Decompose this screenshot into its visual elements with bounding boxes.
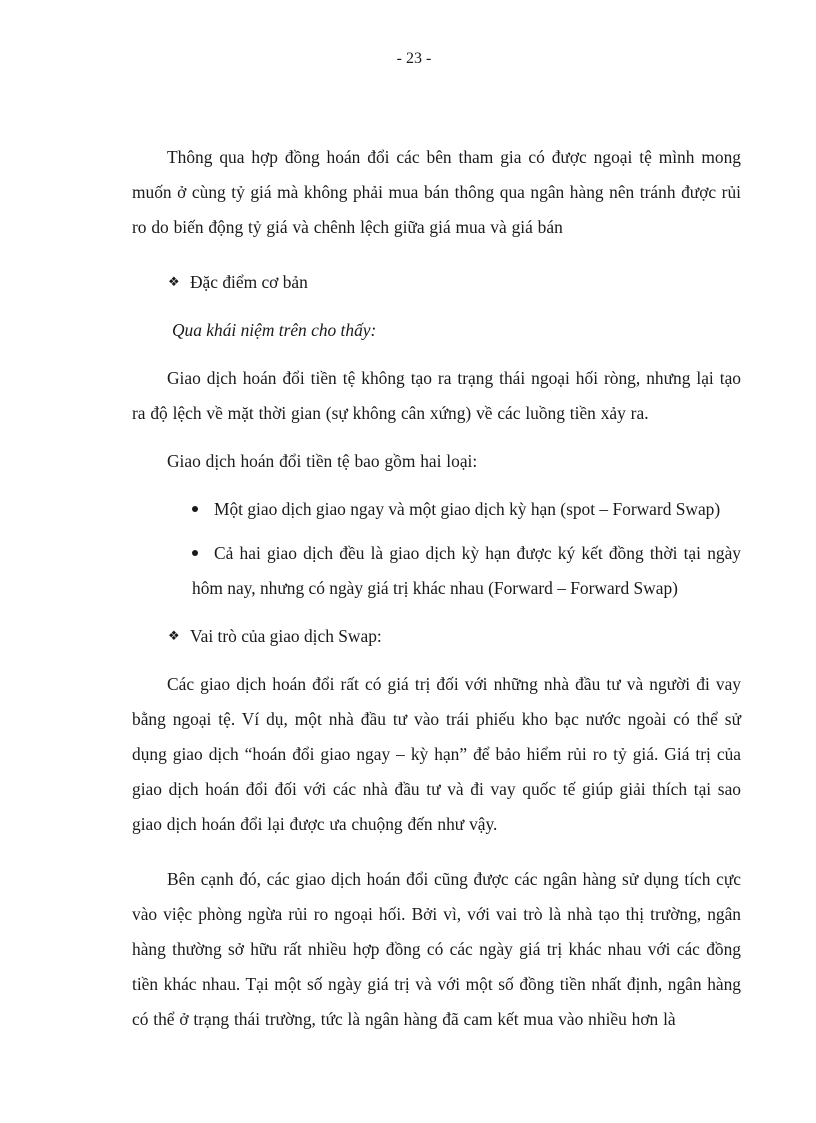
- page-number: - 23 -: [396, 50, 432, 67]
- page-content: [132, 140, 741, 1057]
- paragraph-2: Giao dịch hoán đổi tiền tệ không tạo ra trạng thái ngoại hối ròng, nhưng lại tạo ra độ lệch về mặt thời gian (sự không cân xứng) về các luồng tiền xảy ra.: [132, 368, 741, 423]
- heading-1-text: Đặc điểm cơ bản: [190, 272, 308, 292]
- italic-intro: Qua khái niệm trên cho thấy:: [172, 320, 377, 340]
- paragraph-5: Bên cạnh đó, các giao dịch hoán đổi cũng được các ngân hàng sử dụng tích cực vào việc phòng ngừa rủi ro ngoại hối. Bởi vì, với vai trò là nhà tạo thị trường, ngân hàng thường sở hữu rất nhiều hợp đồng có các ngày giá trị khác nhau với các đồng tiền khác nhau. Tại một số ngày giá trị và với một số đồng tiền nhất định, ngân hàng có thể ở trạng thái trường, tức là ngân hàng đã cam kết mua vào nhiều hơn là: [132, 869, 741, 1029]
- diamond-bullet-icon: ❖: [168, 629, 180, 644]
- heading-basic-features: [132, 265, 741, 300]
- paragraph-3: Giao dịch hoán đổi tiền tệ bao gồm hai loại:: [167, 451, 478, 471]
- bullet-dot-icon: [192, 550, 198, 556]
- bullet-dot-icon: [192, 506, 198, 512]
- list-item: [132, 492, 741, 527]
- paragraph-1: Thông qua hợp đồng hoán đổi các bên tham gia có được ngoại tệ mình mong muốn ở cùng tỷ giá mà không phải mua bán thông qua ngân hàng nên tránh được rủi ro do biến động tỷ giá và chênh lệch giữa giá mua và giá bán: [132, 147, 741, 237]
- heading-swap-role: [132, 619, 741, 654]
- list-item-text: Một giao dịch giao ngay và một giao dịch kỳ hạn (spot – Forward Swap): [214, 499, 721, 519]
- diamond-bullet-icon: ❖: [168, 275, 180, 290]
- list-item-text: Cả hai giao dịch đều là giao dịch kỳ hạn được ký kết đồng thời tại ngày hôm nay, nhưng có ngày giá trị khác nhau (Forward – Forward Swap): [192, 543, 741, 598]
- paragraph-4: Các giao dịch hoán đổi rất có giá trị đối với những nhà đầu tư và người đi vay bằng ngoại tệ. Ví dụ, một nhà đầu tư vào trái phiếu kho bạc nước ngoài có thể sử dụng giao dịch “hoán đổi giao ngay – kỳ hạn” để bảo hiểm rủi ro tỷ giá. Giá trị của giao dịch hoán đổi đối với các nhà đầu tư và đi vay quốc tế giúp giải thích tại sao giao dịch hoán đổi lại được ưa chuộng đến như vậy.: [132, 674, 741, 834]
- list-item: [132, 536, 741, 606]
- heading-2-text: Vai trò của giao dịch Swap:: [190, 626, 382, 646]
- swap-types-list: [132, 492, 741, 606]
